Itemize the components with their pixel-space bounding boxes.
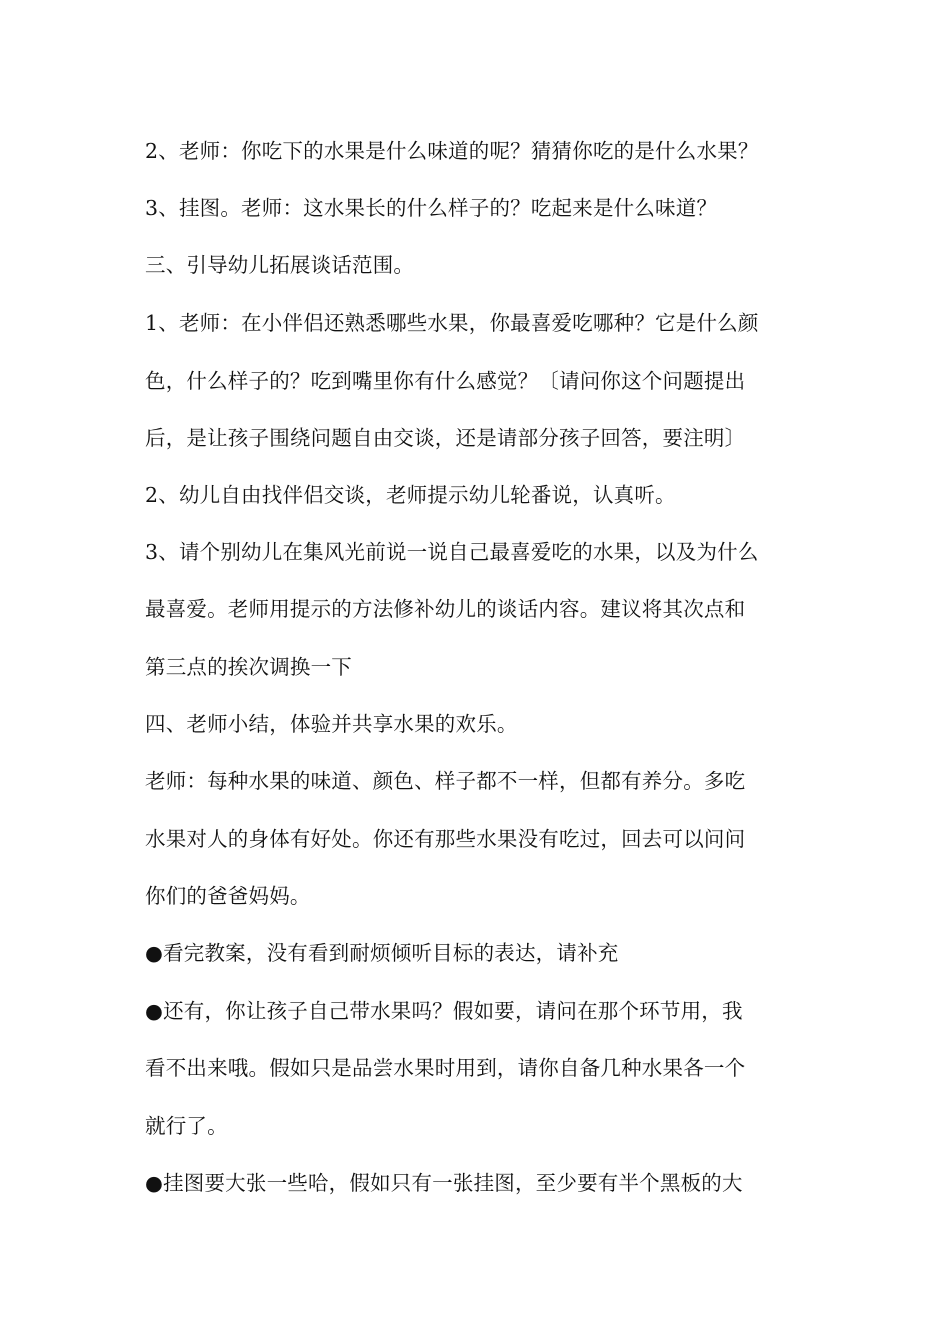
text-line: 2、老师：你吃下的水果是什么味道的呢？猜猜你吃的是什么水果？	[145, 139, 759, 163]
section-heading: 三、引导幼儿拓展谈话范围。	[145, 253, 415, 277]
text-line: 3、挂图。老师：这水果长的什么样子的？吃起来是什么味道？	[145, 196, 718, 220]
text-line: 3、请个别幼儿在集风光前说一说自己最喜爱吃的水果，以及为什么	[145, 540, 759, 564]
text-line: 1、老师：在小伴侣还熟悉哪些水果，你最喜爱吃哪种？它是什么颜	[145, 311, 759, 335]
text-line: 老师：每种水果的味道、颜色、样子都不一样，但都有养分。多吃	[145, 769, 746, 793]
text-line: 就行了。	[145, 1114, 228, 1138]
text-line: 水果对人的身体有好处。你还有那些水果没有吃过，回去可以问问	[145, 827, 746, 851]
text-line: 最喜爱。老师用提示的方法修补幼儿的谈话内容。建议将其次点和	[145, 597, 746, 621]
text-line: 后，是让孩子围绕问题自由交谈，还是请部分孩子回答，要注明〕	[145, 426, 746, 450]
bullet-comment: ●挂图要大张一些哈，假如只有一张挂图，至少要有半个黑板的大	[145, 1171, 743, 1195]
text-line: 你们的爸爸妈妈。	[145, 884, 311, 908]
text-line: 色，什么样子的？吃到嘴里你有什么感觉？〔请问你这个问题提出	[145, 369, 746, 393]
text-line: 第三点的挨次调换一下	[145, 655, 352, 679]
bullet-comment: ●看完教案，没有看到耐烦倾听目标的表达，请补充	[145, 941, 619, 965]
text-line: 2、幼儿自由找伴侣交谈，老师提示幼儿轮番说，认真听。	[145, 483, 676, 507]
section-heading: 四、老师小结，体验并共享水果的欢乐。	[145, 712, 518, 736]
text-line: 看不出来哦。假如只是品尝水果时用到，请你自备几种水果各一个	[145, 1056, 746, 1080]
bullet-comment: ●还有，你让孩子自己带水果吗？假如要，请问在那个环节用，我	[145, 999, 743, 1023]
